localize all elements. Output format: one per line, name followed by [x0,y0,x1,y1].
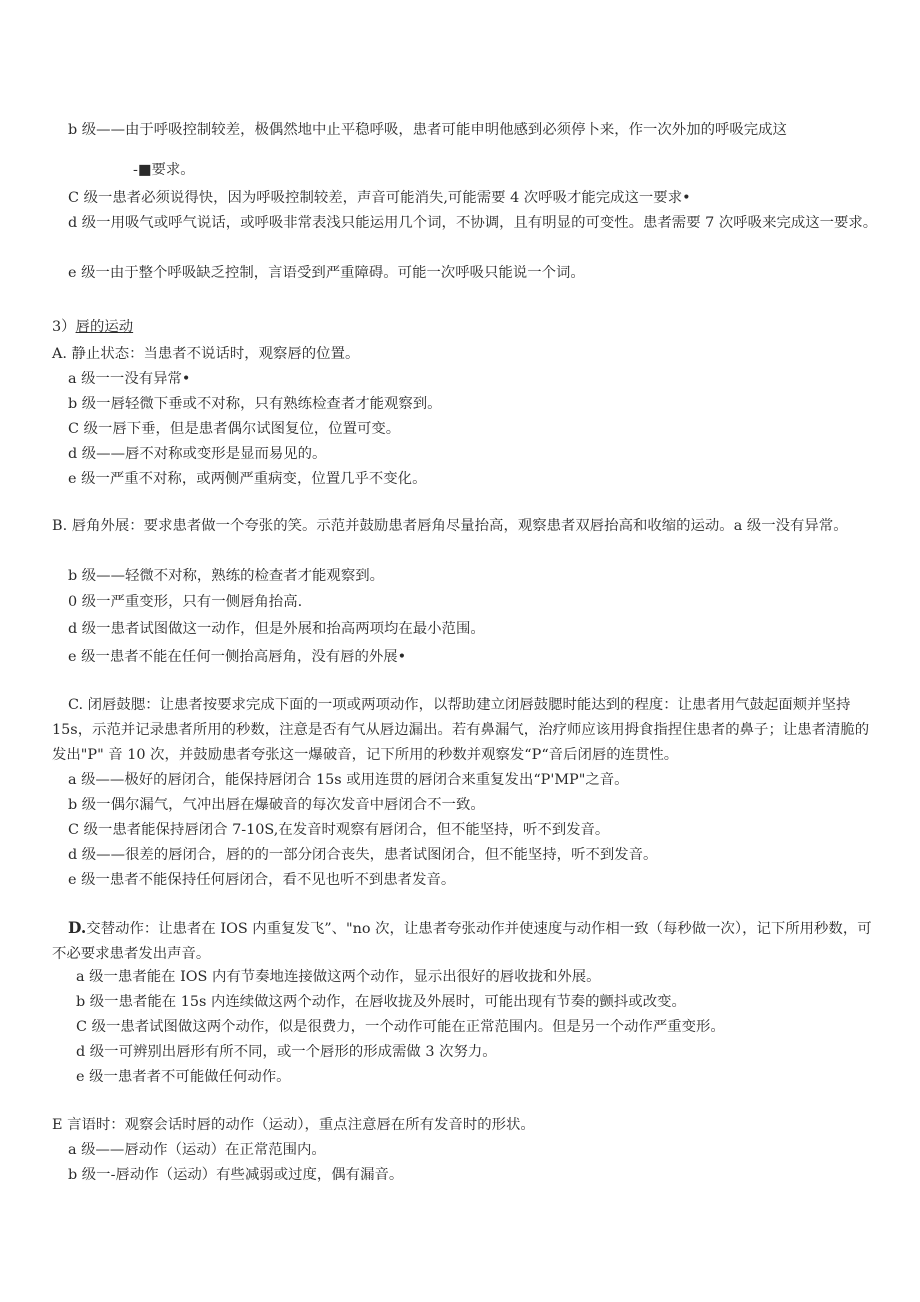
item-a-grade-a: a 级一一没有异常• [68,371,191,387]
item-c-grade-d: d 级——很差的唇闭合，唇的的一部分闭合丧失，患者试图闭合，但不能坚持，听不到发音。 [68,847,658,863]
breath-grade-d: d 级一用吸气或呼气说话，或呼吸非常表浅只能运用几个词，不协调，且有明显的可变性。患者需要 7 次呼吸来完成这一要求。 [68,215,878,231]
item-c-title: C. 闭唇鼓腮：让患者按要求完成下面的一项或两项动作，以帮助建立闭唇鼓腮时能达到的程度：让患者用气鼓起面颊并坚持 15s，示范并记录患者所用的秒数，注意是否有气从唇边漏出。若有鼻漏气，治疗师应该用拇食指捏住患者的鼻子；让患者清脆的发出"P" 音 10 次，并鼓励患者夸张这一爆破音，记下所用的秒数并观察发“P“音后闭唇的连贯性。 [52,697,870,763]
breath-grade-c: C 级一患者必须说得快，因为呼吸控制较差，声音可能消失,可能需要 4 次呼吸才能完成这一要求• [68,190,691,206]
item-b-title: B. 唇角外展：要求患者做一个夸张的笑。示范并鼓励患者唇角尽量抬高，观察患者双唇抬高和收缩的运动。a 级一没有异常。 [52,518,848,534]
section-title: 唇的运动 [75,319,134,335]
item-b-grade-d: d 级一患者试图做这一动作，但是外展和抬高两项均在最小范围。 [68,621,485,637]
section-heading [52,315,133,340]
item-b-grade-c: 0 级一严重变形，只有一侧唇角抬高. [68,594,303,610]
item-a-title: A. 静止状态：当患者不说话时，观察唇的位置。 [52,346,360,362]
item-b-grade-e: e 级一患者不能在任何一侧抬高唇角，没有唇的外展• [68,649,407,665]
item-b-grade-b: b 级——轻微不对称，熟练的检查者才能观察到。 [68,568,384,584]
item-d-title-text: 交替动作：让患者在 IOS 内重复发飞”、"no 次，让患者夸张动作并使速度与动作相一致（每秒做一次），记下所用秒数，可不必要求患者发出声音。 [52,921,872,962]
item-d-grade-d: d 级一可辨别出唇形有所不同，或一个唇形的形成需做 3 次努力。 [76,1044,497,1060]
breath-grade-b-continued: -■要求。 [133,162,195,178]
item-d-grade-c: C 级一患者试图做这两个动作，似是很费力，一个动作可能在正常范围内。但是另一个动作严重变形。 [76,1019,725,1035]
item-a-grade-c: C 级一唇下垂，但是患者偶尔试图复位，位置可变。 [68,421,401,437]
item-a-grade-b: b 级一唇轻微下垂或不对称，只有熟练检查者才能观察到。 [68,396,442,412]
item-d-title [52,915,882,967]
item-e-grade-b: b 级一-唇动作（运动）有些减弱或过度，偶有漏音。 [68,1167,404,1183]
breath-grade-b: b 级——由于呼吸控制较差，极偶然地中止平稳呼吸，患者可能申明他感到必须停卜来，作一次外加的呼吸完成这 [68,122,787,138]
item-a-grade-d: d 级——唇不对称或变形是显而易见的。 [68,446,327,462]
item-c-grade-c: C 级一患者能保持唇闭合 7-10S,在发音时观察有唇闭合，但不能坚持，听不到发音。 [68,822,610,838]
item-d-label: D. [68,918,87,937]
breath-grade-e: e 级一由于整个呼吸缺乏控制，言语受到严重障碍。可能一次呼吸只能说一个词。 [68,265,585,281]
item-d-grade-b: b 级一患者能在 15s 内连续做这两个动作，在唇收拢及外展时，可能出现有节奏的颤抖或改变。 [76,994,686,1010]
item-a-grade-e: e 级一严重不对称，或两侧严重病变，位置几乎不变化。 [68,471,427,487]
item-c-grade-a: a 级——极好的唇闭合，能保持唇闭合 15s 或用连贯的唇闭合来重复发出“P'MP"之音。 [68,772,629,788]
section-number: 3） [52,319,76,335]
item-c-grade-b: b 级一偶尔漏气，气冲出唇在爆破音的每次发音中唇闭合不一致。 [68,797,485,813]
item-c-grade-e: e 级一患者不能保持任何唇闭合，看不见也听不到患者发音。 [68,872,456,888]
item-e-grade-a: a 级——唇动作（运动）在正常范围内。 [68,1142,326,1158]
item-d-grade-e: e 级一患者者不可能做任何动作。 [76,1069,291,1085]
item-d-grade-a: a 级一患者能在 IOS 内有节奏地连接做这两个动作，显示出很好的唇收拢和外展。 [76,969,601,985]
item-e-title: E 言语时：观察会话时唇的动作（运动），重点注意唇在所有发音时的形状。 [52,1117,535,1133]
